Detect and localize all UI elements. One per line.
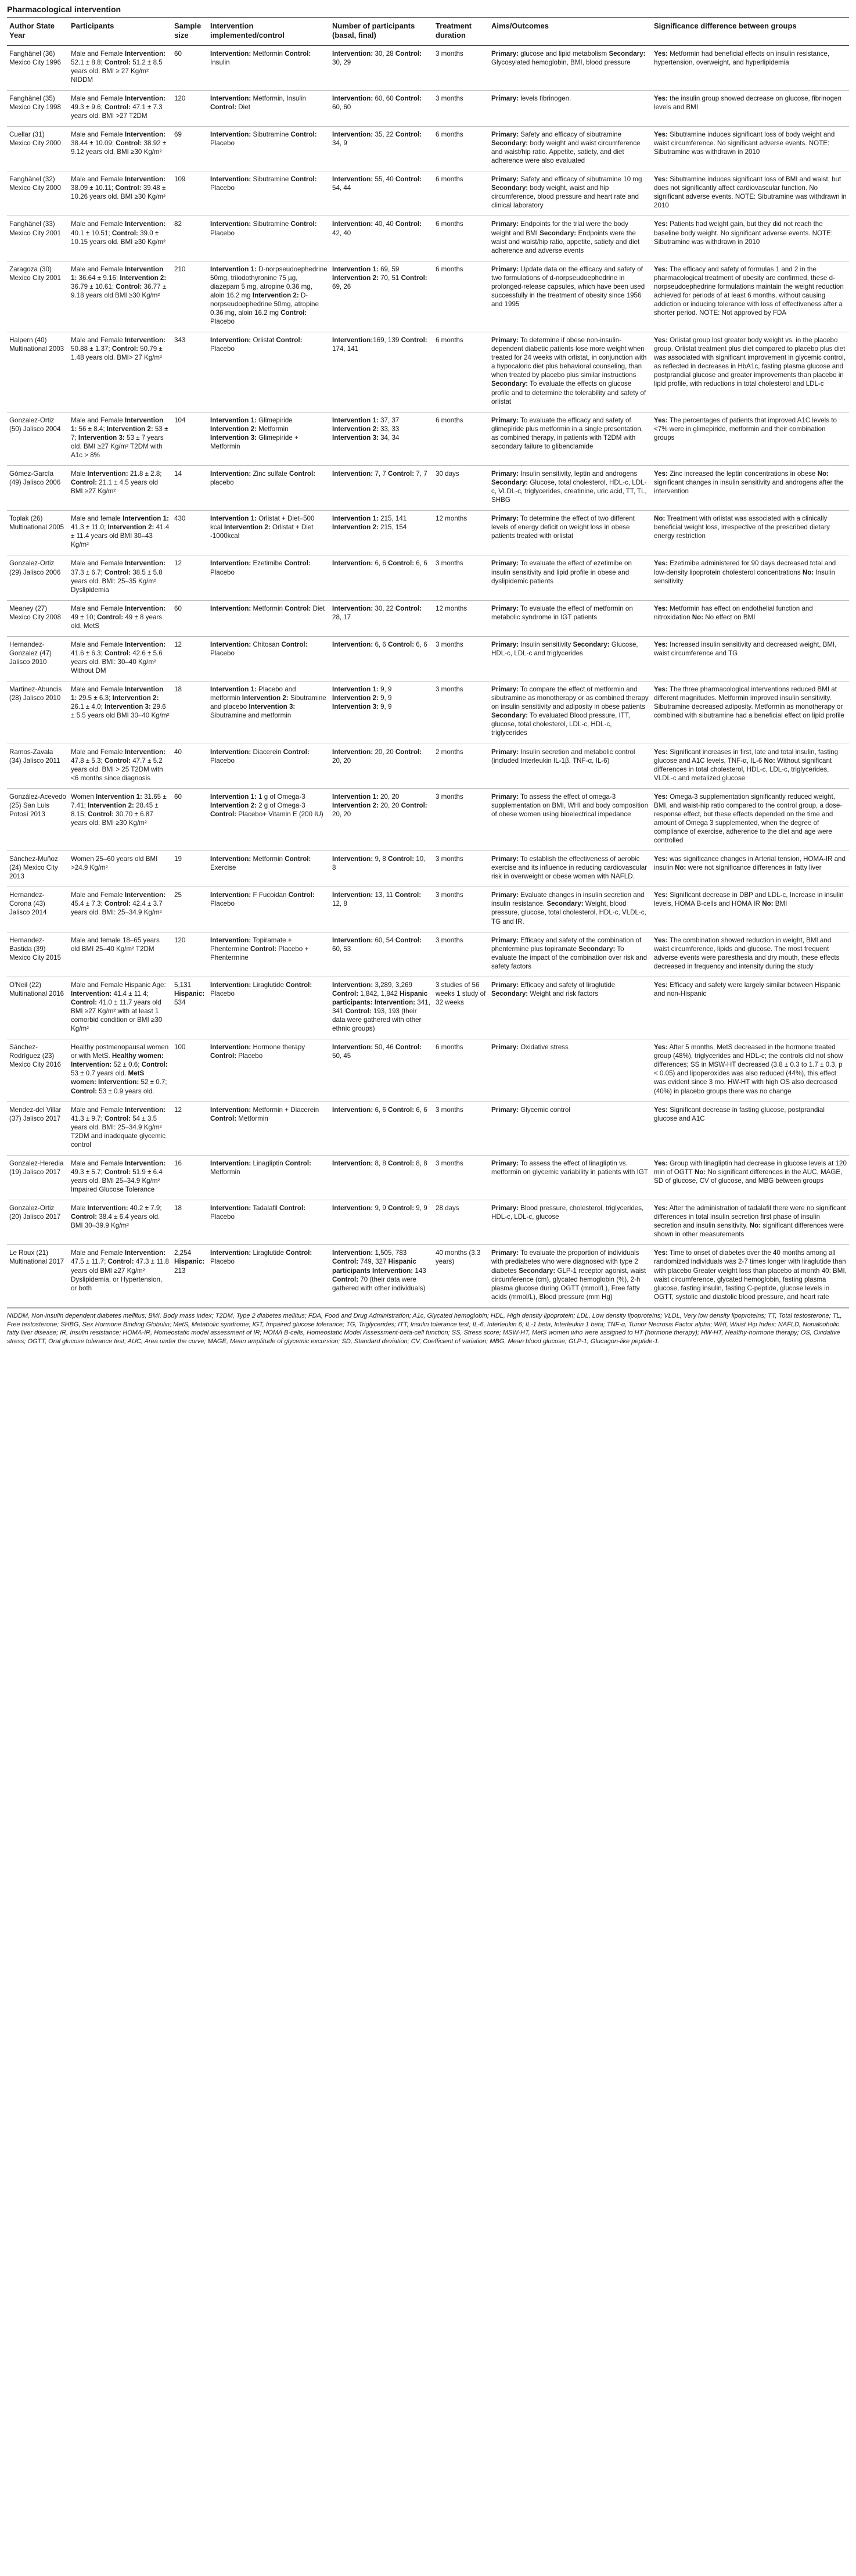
intervention-cell: Intervention: Tadalafil Control: Placebo	[208, 1200, 330, 1245]
intervention-cell: Intervention: Sibutramine Control: Placebo	[208, 216, 330, 261]
significance-cell: Yes: Time to onset of diabetes over the 40 months among all randomized individuals was 2-7 times longer with liraglutide than with placebo Greater weight loss than placebo at month 40: BMI, waist circumference, glycated hemoglobin, fasting plasma glucose, fasting insulin, fasting C-peptide, glucose levels in OGTT, systolic and diastolic blood pressure, and heart rate	[652, 1245, 849, 1307]
duration-cell: 3 months	[433, 90, 489, 126]
number-participants-cell: Intervention: 1,505, 783 Control: 749, 327 Hispanic participants Intervention: 143 Control: 70 (their data were gathered with other individuals)	[330, 1245, 433, 1307]
aims-cell: Primary: Insulin secretion and metabolic control (included Interleukin IL-1β, TNF-α, IL-6)	[489, 744, 652, 788]
header-aims-outcomes: Aims/Outcomes	[489, 18, 652, 45]
table-row	[7, 465, 849, 510]
sample-size-cell: 19	[172, 851, 208, 887]
author-cell: Hernandez-Bastida (39) Mexico City 2015	[7, 932, 69, 977]
intervention-cell: Intervention 1: Orlistat + Diet–500 kcal Intervention 2: Orlistat + Diet -1000kcal	[208, 511, 330, 555]
number-participants-cell: Intervention: 30, 28 Control: 30, 29	[330, 45, 433, 90]
participants-cell: Male and Female Intervention: 38.09 ± 10.11; Control: 39.48 ± 10.26 years old. BMI ≥30 Kg/m²	[69, 171, 172, 216]
participants-cell: Male and Female Intervention: 37.3 ± 6.7; Control: 38.5 ± 5.8 years old. BMI: 25–35 Kg/m² Dyslipidemia	[69, 555, 172, 600]
number-participants-cell: Intervention: 55, 40 Control: 54, 44	[330, 171, 433, 216]
aims-cell: Primary: To compare the effect of metformin and sibutramine as monotherapy or as combined therapy on insulin sensitivity and adiposity in obese patients Secondary: To evaluated Blood pressure, ITT, glucose, total cholesterol, LDL-c, HDL-c, triglycerides	[489, 681, 652, 744]
number-participants-cell: Intervention 1: 9, 9 Intervention 2: 9, 9 Intervention 3: 9, 9	[330, 681, 433, 744]
number-participants-cell: Intervention 1: 69, 59 Intervention 2: 70, 51 Control: 69, 26	[330, 261, 433, 332]
significance-cell: Yes: The combination showed reduction in weight, BMI and waist circumference, lipids and glucose. The most frequent adverse events were paresthesia and dry mouth, these effects decreased in frequency and intensity during the study	[652, 932, 849, 977]
sample-size-cell: 343	[172, 332, 208, 412]
sample-size-cell: 120	[172, 90, 208, 126]
duration-cell: 28 days	[433, 1200, 489, 1245]
number-participants-cell: Intervention: 9, 9 Control: 9, 9	[330, 1200, 433, 1245]
duration-cell: 3 months	[433, 1155, 489, 1200]
aims-cell: Primary: Endpoints for the trial were the body weight and BMI Secondary: Endpoints were the waist and waist/hip ratio, appetite, satiety and diet adherence and adverse events	[489, 216, 652, 261]
significance-cell: Yes: Sibutramine induces significant loss of BMI and waist, but does not significantly affect cardiovascular function. No significant adverse events. NOTE: Sibutramine was withdrawn in 2010	[652, 171, 849, 216]
duration-cell: 3 months	[433, 788, 489, 851]
author-cell: Fanghänel (36) Mexico City 1996	[7, 45, 69, 90]
significance-cell: Yes: After the administration of tadalafil there were no significant differences in total insulin secretion first phase of insulin secretion and insulin sensitivity. No: significant differences were shown in other measurements	[652, 1200, 849, 1245]
intervention-cell: Intervention: F Fucoidan Control: Placebo	[208, 887, 330, 932]
table-row	[7, 412, 849, 465]
significance-cell: Yes: Omega-3 supplementation significantly reduced weight, BMI, and waist-hip ratio compared to the control group, a dose-response effect, but these effects depended on the time and amount of Omega 3 supplemented, when the degree of compliance of exercise, adherence to the diet and age were controlled	[652, 788, 849, 851]
significance-cell: Yes: Patients had weight gain, but they did not reach the baseline body weight. No significant adverse events. NOTE: Sibutramine was withdrawn in 2010	[652, 216, 849, 261]
number-participants-cell: Intervention: 9, 8 Control: 10, 8	[330, 851, 433, 887]
author-cell: Fanghänel (35) Mexico City 1998	[7, 90, 69, 126]
duration-cell: 6 months	[433, 261, 489, 332]
number-participants-cell: Intervention: 60, 54 Control: 60, 53	[330, 932, 433, 977]
number-participants-cell: Intervention: 6, 6 Control: 6, 6	[330, 1102, 433, 1155]
significance-cell: Yes: The three pharmacological interventions reduced BMI at different magnitudes. Metformin improved insulin sensitivity. Sibutramine decreased adiposity. Metformin as monotherapy or combined with sibutramine had a beneficial effect on lipid profile	[652, 681, 849, 744]
sample-size-cell: 18	[172, 1200, 208, 1245]
significance-cell: Yes: Group with linagliptin had decrease in glucose levels at 120 min of OGTT No: No significant differences in the AUC, MAGE, SD of glucose, CV of glucose, and MBG between groups	[652, 1155, 849, 1200]
sample-size-cell: 18	[172, 681, 208, 744]
participants-cell: Male and Female Hispanic Age: Intervention: 41.4 ± 11.4; Control: 41.0 ± 11.7 years old BMI ≥27 Kg/m² with at least 1 comorbid condition or BMI ≥30 Kg/m²	[69, 977, 172, 1039]
significance-cell: Yes: the insulin group showed decrease on glucose, fibrinogen levels and BMI	[652, 90, 849, 126]
author-cell: Halpern (40) Multinational 2003	[7, 332, 69, 412]
significance-cell: Yes: Significant decrease in DBP and LDL-c, Increase in insulin levels, HOMA B-cells and HOMA IR No: BMI	[652, 887, 849, 932]
number-participants-cell: Intervention: 60, 60 Control: 60, 60	[330, 90, 433, 126]
author-cell: Fanghänel (32) Mexico City 2000	[7, 171, 69, 216]
table-row	[7, 1155, 849, 1200]
author-cell: Le Roux (21) Multinational 2017	[7, 1245, 69, 1307]
significance-cell: Yes: Metformin had beneficial effects on insulin resistance, hypertension, overweight, and hyperlipidemia	[652, 45, 849, 90]
intervention-cell: Intervention: Ezetimibe Control: Placebo	[208, 555, 330, 600]
intervention-cell: Intervention: Liraglutide Control: Placebo	[208, 1245, 330, 1307]
significance-cell: Yes: After 5 months, MetS decreased in the hormone treated group (48%), triglycerides and HDL-c; the controls did not show differences; SS in MSW-HT decreased (3.8 ± 0.3 to 1.7 ± 0.3, p < 0.05) and lipoperoxides was also reduced (44%), this effect was evident since 3 mo. HW-HT with high OS also decreased (40%) in placebo groups there was no change	[652, 1039, 849, 1102]
aims-cell: Primary: Oxidative stress	[489, 1039, 652, 1102]
sample-size-cell: 25	[172, 887, 208, 932]
aims-cell: Primary: Glycemic control	[489, 1102, 652, 1155]
participants-cell: Male and Female Intervention: 40.1 ± 10.51; Control: 39.0 ± 10.15 years old. BMI ≥30 Kg/m²	[69, 216, 172, 261]
sample-size-cell: 60	[172, 788, 208, 851]
aims-cell: Primary: Blood pressure, cholesterol, triglycerides, HDL-c, LDL-c, glucose	[489, 1200, 652, 1245]
number-participants-cell: Intervention: 6, 6 Control: 6, 6	[330, 636, 433, 681]
table-row	[7, 977, 849, 1039]
participants-cell: Male and Female Intervention: 38.44 ± 10.09; Control: 38.92 ± 9.12 years old. BMI ≥30 Kg/m²	[69, 126, 172, 171]
author-cell: Toplak (26) Multinational 2005	[7, 511, 69, 555]
table-row	[7, 216, 849, 261]
significance-cell: Yes: was significance changes in Arterial tension, HOMA-IR and insulin No: were not significance differences in fatty liver	[652, 851, 849, 887]
duration-cell: 6 months	[433, 126, 489, 171]
sample-size-cell: 210	[172, 261, 208, 332]
aims-cell: Primary: To evaluate the effect of ezetimibe on insulin sensitivity and lipid profile in obese and dyslipidemic patients	[489, 555, 652, 600]
table-row	[7, 932, 849, 977]
number-participants-cell: Intervention: 40, 40 Control: 42, 40	[330, 216, 433, 261]
participants-cell: Male and Female Intervention: 49.3 ± 9.6; Control: 47.1 ± 7.3 years old. BMI >27 T2DM	[69, 90, 172, 126]
intervention-cell: Intervention: Metformin + Diacerein Control: Metformin	[208, 1102, 330, 1155]
sample-size-cell: 60	[172, 45, 208, 90]
duration-cell: 3 months	[433, 932, 489, 977]
significance-cell: Yes: Orlistat group lost greater body weight vs. in the placebo group. Orlistat treatment plus diet compared to placebo plus diet was associated with significant improvement in glycemic control, as reflected in decreases in HbA1c, fasting plasma glucose and postprandial glucose and greater improvements than placebo in lipid profile, with reductions in total cholesterol and LDL-c	[652, 332, 849, 412]
author-cell: Sánchez-Rodríguez (23) Mexico City 2016	[7, 1039, 69, 1102]
participants-cell: Male and Female Intervention: 47.8 ± 5.3; Control: 47.7 ± 5.2 years old. BMI > 25 T2DM with <6 months since diagnosis	[69, 744, 172, 788]
table-footnote: NIDDM, Non-insulin dependent diabetes mellitus; BMI, Body mass index; T2DM, Type 2 diabetes mellitus; FDA, Food and Drug Administration; A1c, Glycated hemoglobin; HDL, High density lipoprotein; LDL, Low density lipoproteins; VLDL, Very low density lipoproteins; TT, Total testosterone; TL, Free testosterone; SHBG, Sex Hormone Binding Globulin; MetS, Metabolic syndrome; IGT, Impaired glucose tolerance; TG, Triglycerides; ITT, Insulin tolerance test; IL-6, Interleukin 6; IL-1 beta, Interleukin 1 beta; TNF-α, Tumor Necrosis Factor alpha; WHI, Waist Hip Index; NAFLD, Nonalcoholic fatty liver disease; IR, Insulin resistance; HOMA-IR, Homeostatic model assessment of IR; HOMA B-cells, Homeostatic Model Assessment-beta-cell function; SS, Stress score; MSW-HT, MetS women who were assigned to HT (hormone therapy); HW-HT, Healthy-hormone therapy; OS, Oxidative stress; OGTT, Oral glucose tolerance test; AUC, Area under the curve; MAGE, Mean amplitude of glycemic excursion; SD, Standard deviation; CV, Coefficient of variation; MBG, Mean blood glucose; GLP-1, Glucagon-like peptide-1.	[7, 1308, 849, 1346]
author-cell: Gonzalez-Ortiz (29) Jalisco 2006	[7, 555, 69, 600]
participants-cell: Healthy postmenopausal women or with MetS. Healthy women: Intervention: 52 ± 0.6; Control: 53 ± 0.7 years old. MetS women: Intervention: 52 ± 0.7; Control: 53 ± 0.9 years old.	[69, 1039, 172, 1102]
table-row	[7, 1102, 849, 1155]
significance-cell: Yes: The percentages of patients that improved A1C levels to <7% were in glimepiride, metformin and their combination groups	[652, 412, 849, 465]
aims-cell: Primary: To determine the effect of two different levels of energy deficit on weight loss in obese patients treated with orlistat	[489, 511, 652, 555]
header-number-participants: Number of participants (basal, final)	[330, 18, 433, 45]
duration-cell: 2 months	[433, 744, 489, 788]
table-row	[7, 261, 849, 332]
number-participants-cell: Intervention 1: 20, 20 Intervention 2: 20, 20 Control: 20, 20	[330, 788, 433, 851]
table-body	[7, 45, 849, 1307]
author-cell: O'Neil (22) Multinational 2016	[7, 977, 69, 1039]
intervention-cell: Intervention: Hormone therapy Control: Placebo	[208, 1039, 330, 1102]
table-row	[7, 171, 849, 216]
sample-size-cell: 40	[172, 744, 208, 788]
aims-cell: Primary: To establish the effectiveness of aerobic exercise and its influence in reducing cardiovascular risk in overweight or obese women with NAFLD.	[489, 851, 652, 887]
duration-cell: 3 studies of 56 weeks 1 study of 32 weeks	[433, 977, 489, 1039]
participants-cell: Male and Female Intervention 1: 56 ± 8.4; Intervention 2: 53 ± 7; Intervention 3: 53 ± 7 years old. BMI ≥27 Kg/m² T2DM with A1c > 8%	[69, 412, 172, 465]
number-participants-cell: Intervention: 8, 8 Control: 8, 8	[330, 1155, 433, 1200]
table-row	[7, 332, 849, 412]
duration-cell: 3 months	[433, 851, 489, 887]
author-cell: Mendez-del Villar (37) Jalisco 2017	[7, 1102, 69, 1155]
duration-cell: 30 days	[433, 465, 489, 510]
number-participants-cell: Intervention:169, 139 Control: 174, 141	[330, 332, 433, 412]
duration-cell: 3 months	[433, 45, 489, 90]
sample-size-cell: 104	[172, 412, 208, 465]
sample-size-cell: 100	[172, 1039, 208, 1102]
sample-size-cell: 2,254 Hispanic: 213	[172, 1245, 208, 1307]
significance-cell: Yes: Significant increases in first, late and total insulin, fasting glucose and A1C levels, TNF-α, IL-6 No: Without significant differences in total cholesterol, HDL-c, LDL-c, triglycerides, VLDL-c and metalized glucose	[652, 744, 849, 788]
aims-cell: Primary: To evaluate the efficacy and safety of glimepiride plus metformin in a single presentation, as combined therapy, in patients with T2DM with secondary failure to glibenclamide	[489, 412, 652, 465]
aims-cell: Primary: Update data on the efficacy and safety of two formulations of d-norpseudoephedrine in prolonged-release capsules, which have been used successfully in the treatment of obesity since 1956 and 1995	[489, 261, 652, 332]
aims-cell: Primary: Safety and efficacy of sibutramine Secondary: body weight and waist circumference and waist/hip ratio. Appetite, satiety, and diet adherence were also evaluated	[489, 126, 652, 171]
sample-size-cell: 12	[172, 555, 208, 600]
table-row	[7, 788, 849, 851]
number-participants-cell: Intervention: 50, 46 Control: 50, 45	[330, 1039, 433, 1102]
aims-cell: Primary: Insulin sensitivity, leptin and androgens Secondary: Glucose, total cholesterol, HDL-c, LDL-c, VLDL-c, triglycerides, creatinine, uric acid, TT, TL, SHBG	[489, 465, 652, 510]
sample-size-cell: 12	[172, 636, 208, 681]
aims-cell: Primary: Efficacy and safety of the combination of phentermine plus topiramate Secondary: To evaluate the impact of the combination over risk and safety factors	[489, 932, 652, 977]
header-participants: Participants	[69, 18, 172, 45]
table-row	[7, 600, 849, 636]
author-cell: Meaney (27) Mexico City 2008	[7, 600, 69, 636]
author-cell: Hernandez-Corona (43) Jalisco 2014	[7, 887, 69, 932]
author-cell: Hernandez-Gonzalez (47) Jalisco 2010	[7, 636, 69, 681]
participants-cell: Male and Female Intervention: 47.5 ± 11.7; Control: 47.3 ± 11.8 years old BMI ≥27 Kg/m² Dyslipidemia, or Hypertension, or both	[69, 1245, 172, 1307]
header-intervention: Intervention implemented/control	[208, 18, 330, 45]
significance-cell: Yes: Ezetimibe administered for 90 days decreased total and low-density lipoprotein cholesterol concentrations No: Insulin sensitivity	[652, 555, 849, 600]
table-row	[7, 555, 849, 600]
number-participants-cell: Intervention: 13, 11 Control: 12, 8	[330, 887, 433, 932]
author-cell: Gonzalez-Ortiz (50) Jalisco 2004	[7, 412, 69, 465]
number-participants-cell: Intervention: 6, 6 Control: 6, 6	[330, 555, 433, 600]
author-cell: Sánchez-Muñoz (24) Mexico City 2013	[7, 851, 69, 887]
aims-cell: Primary: Safety and efficacy of sibutramine 10 mg Secondary: body weight, waist and hip circumference, blood pressure and heart rate and clinical laboratory	[489, 171, 652, 216]
number-participants-cell: Intervention 1: 37, 37 Intervention 2: 33, 33 Intervention 3: 34, 34	[330, 412, 433, 465]
duration-cell: 6 months	[433, 216, 489, 261]
table-row	[7, 1039, 849, 1102]
participants-cell: Male and Female Intervention: 52.1 ± 8.8; Control: 51.2 ± 8.5 years old. BMI ≥ 27 Kg/m² NIDDM	[69, 45, 172, 90]
aims-cell: Primary: glucose and lipid metabolism Secondary: Glycosylated hemoglobin, BMI, blood pressure	[489, 45, 652, 90]
intervention-cell: Intervention: Metformin Control: Exercise	[208, 851, 330, 887]
intervention-cell: Intervention 1: 1 g of Omega-3 Intervention 2: 2 g of Omega-3 Control: Placebo+ Vitamin E (200 IU)	[208, 788, 330, 851]
duration-cell: 3 months	[433, 555, 489, 600]
participants-cell: Male and Female Intervention: 45.4 ± 7.3; Control: 42.4 ± 3.7 years old. BMI: 25–34.9 Kg/m²	[69, 887, 172, 932]
table-row	[7, 90, 849, 126]
intervention-cell: Intervention: Linagliptin Control: Metformin	[208, 1155, 330, 1200]
participants-cell: Male Intervention: 40.2 ± 7.9; Control: 38.4 ± 6.4 years old. BMI 30–39.9 Kg/m²	[69, 1200, 172, 1245]
intervention-cell: Intervention: Chitosan Control: Placebo	[208, 636, 330, 681]
header-treatment-duration: Treatment duration	[433, 18, 489, 45]
intervention-cell: Intervention 1: Glimepiride Intervention 2: Metformin Intervention 3: Glimepiride + Metformin	[208, 412, 330, 465]
aims-cell: Primary: To determine if obese non-insulin-dependent diabetic patients lose more weight when treated for 24 weeks with orlistat, in conjunction with a hypocaloric diet plus behavioral counseling, than when treated by placebo plus similar instructions Secondary: To evaluate the effects on glucose profile and to determine the tolerability and safety of orlistat	[489, 332, 652, 412]
participants-cell: Male and Female Intervention: 49 ± 10; Control: 49 ± 8 years old. MetS	[69, 600, 172, 636]
aims-cell: Primary: levels fibrinogen.	[489, 90, 652, 126]
author-cell: Fanghänel (33) Mexico City 2001	[7, 216, 69, 261]
intervention-cell: Intervention: Orlistat Control: Placebo	[208, 332, 330, 412]
header-significance: Significance difference between groups	[652, 18, 849, 45]
intervention-cell: Intervention 1: Placebo and metformin Intervention 2: Sibutramine and placebo Intervention 3: Sibutramine and metformin	[208, 681, 330, 744]
participants-cell: Male and female 18–65 years old BMI 25–40 Kg/m² T2DM	[69, 932, 172, 977]
table-row	[7, 511, 849, 555]
duration-cell: 6 months	[433, 1039, 489, 1102]
significance-cell: Yes: Sibutramine induces significant loss of body weight and waist circumference. No significant adverse events. NOTE: Sibutramine was withdrawn in 2010	[652, 126, 849, 171]
intervention-cell: Intervention: Zinc sulfate Control: placebo	[208, 465, 330, 510]
table-row	[7, 887, 849, 932]
sample-size-cell: 60	[172, 600, 208, 636]
header-author: Author State Year	[7, 18, 69, 45]
intervention-cell: Intervention: Sibutramine Control: Placebo	[208, 171, 330, 216]
author-cell: Martinez-Abundis (28) Jalisco 2010	[7, 681, 69, 744]
author-cell: Gonzalez-Ortiz (20) Jalisco 2017	[7, 1200, 69, 1245]
duration-cell: 3 months	[433, 887, 489, 932]
aims-cell: Primary: Efficacy and safety of liraglutide Secondary: Weight and risk factors	[489, 977, 652, 1039]
significance-cell: Yes: Significant decrease in fasting glucose, postprandial glucose and A1C	[652, 1102, 849, 1155]
participants-cell: Male and Female Intervention 1: 36.64 ± 9.16; Intervention 2: 36.79 ± 10.61; Control: 36.77 ± 9.18 years old BMI ≥30 Kg/m²	[69, 261, 172, 332]
duration-cell: 3 months	[433, 681, 489, 744]
intervention-cell: Intervention: Metformin Control: Diet	[208, 600, 330, 636]
duration-cell: 3 months	[433, 636, 489, 681]
author-cell: Gonzalez-Heredia (19) Jalisco 2017	[7, 1155, 69, 1200]
duration-cell: 6 months	[433, 171, 489, 216]
participants-cell: Male and Female Intervention: 50.88 ± 1.37; Control: 50.79 ± 1.48 years old. BMI> 27 Kg/m²	[69, 332, 172, 412]
participants-cell: Male and Female Intervention: 49.3 ± 5.7; Control: 51.9 ± 6.4 years old. BMI 25–34.9 Kg/m² Impaired Glucose Tolerance	[69, 1155, 172, 1200]
table-row	[7, 681, 849, 744]
significance-cell: No: Treatment with orlistat was associated with a clinically beneficial weight loss, irrespective of the prescribed dietary energy restriction	[652, 511, 849, 555]
significance-cell: Yes: Increased insulin sensitivity and decreased weight, BMI, waist circumference and TG	[652, 636, 849, 681]
sample-size-cell: 69	[172, 126, 208, 171]
number-participants-cell: Intervention: 3,289, 3,269 Control: 1,842, 1,842 Hispanic participants: Intervention: 341, 341 Control: 193, 193 (their data were gathered with other ethnic groups)	[330, 977, 433, 1039]
intervention-table	[7, 18, 849, 1308]
duration-cell: 3 months	[433, 1102, 489, 1155]
table-row	[7, 636, 849, 681]
duration-cell: 12 months	[433, 511, 489, 555]
sample-size-cell: 14	[172, 465, 208, 510]
author-cell: Ramos-Zavala (34) Jalisco 2011	[7, 744, 69, 788]
aims-cell: Primary: To evaluate the effect of metformin on metabolic syndrome in IGT patients	[489, 600, 652, 636]
table-row	[7, 45, 849, 90]
duration-cell: 6 months	[433, 412, 489, 465]
aims-cell: Primary: Insulin sensitivity Secondary: Glucose, HDL-c, LDL-c and triglycerides	[489, 636, 652, 681]
significance-cell: Yes: Metformin has effect on endothelial function and nitroxidation No: No effect on BMI	[652, 600, 849, 636]
sample-size-cell: 82	[172, 216, 208, 261]
participants-cell: Women Intervention 1: 31.65 ± 7.41; Intervention 2: 28.45 ± 8.15; Control: 30.70 ± 6.87 years old. BMI ≥30 Kg/m²	[69, 788, 172, 851]
aims-cell: Primary: To assess the effect of linagliptin vs. metformin on glycemic variability in patients with IGT	[489, 1155, 652, 1200]
aims-cell: Primary: To assess the effect of omega-3 supplementation on BMI, WHI and body composition of obese women using bioelectrical impedance	[489, 788, 652, 851]
author-cell: González-Acevedo (25) San Luis Potosí 2013	[7, 788, 69, 851]
sample-size-cell: 16	[172, 1155, 208, 1200]
participants-cell: Male and Female Intervention 1: 29.5 ± 6.3; Intervention 2: 26.1 ± 4.0; Intervention 3: 29.6 ± 5.5 years old BMI 30–40 Kg/m²	[69, 681, 172, 744]
sample-size-cell: 5,131 Hispanic: 534	[172, 977, 208, 1039]
participants-cell: Male and Female Intervention: 41.3 ± 9.7; Control: 54 ± 3.5 years old. BMI: 25–34.9 Kg/m² T2DM and inadequate glycemic control	[69, 1102, 172, 1155]
intervention-cell: Intervention: Sibutramine Control: Placebo	[208, 126, 330, 171]
duration-cell: 40 months (3.3 years)	[433, 1245, 489, 1307]
table-row	[7, 851, 849, 887]
table-row	[7, 126, 849, 171]
duration-cell: 6 months	[433, 332, 489, 412]
number-participants-cell: Intervention: 30, 22 Control: 28, 17	[330, 600, 433, 636]
sample-size-cell: 430	[172, 511, 208, 555]
sample-size-cell: 12	[172, 1102, 208, 1155]
participants-cell: Male and female Intervention 1: 41.3 ± 11.0; Intervention 2: 41.4 ± 11.4 years old BMI 30–43 Kg/m²	[69, 511, 172, 555]
participants-cell: Male and Female Intervention: 41.6 ± 6.3; Control: 42.6 ± 5.6 years old. BMI: 30–40 Kg/m² Without DM	[69, 636, 172, 681]
significance-cell: Yes: The efficacy and safety of formulas 1 and 2 in the pharmacological treatment of obesity are confirmed, these d-norpseudoephedrine formulations maintain the weight reduction achieved for periods of at least 6 months, without causing addiction or inducing tolerance with loss of effectiveness after a shorter period. NOTE: Not approved by FDA	[652, 261, 849, 332]
participants-cell: Women 25–60 years old BMI >24.9 Kg/m²	[69, 851, 172, 887]
table-row	[7, 1245, 849, 1307]
sample-size-cell: 109	[172, 171, 208, 216]
participants-cell: Male Intervention: 21.8 ± 2.8; Control: 21.1 ± 4.5 years old BMI ≥27 Kg/m²	[69, 465, 172, 510]
author-cell: Gómez-García (49) Jalisco 2006	[7, 465, 69, 510]
intervention-cell: Intervention: Metformin Control: Insulin	[208, 45, 330, 90]
intervention-cell: Intervention: Metformin, Insulin Control: Diet	[208, 90, 330, 126]
significance-cell: Yes: Efficacy and safety were largely similar between Hispanic and non-Hispanic	[652, 977, 849, 1039]
number-participants-cell: Intervention: 35, 22 Control: 34, 9	[330, 126, 433, 171]
table-caption: Pharmacological intervention	[7, 0, 849, 18]
sample-size-cell: 120	[172, 932, 208, 977]
table-header-row	[7, 18, 849, 45]
intervention-cell: Intervention: Diacerein Control: Placebo	[208, 744, 330, 788]
intervention-cell: Intervention: Liraglutide Control: Placebo	[208, 977, 330, 1039]
duration-cell: 12 months	[433, 600, 489, 636]
header-sample-size: Sample size	[172, 18, 208, 45]
number-participants-cell: Intervention: 7, 7 Control: 7, 7	[330, 465, 433, 510]
intervention-cell: Intervention 1: D-norpseudoephedrine 50mg, triiodothyronine 75 µg, diazepam 5 mg, atropine 0.36 mg, aloin 16.2 mg Intervention 2: D-norpseudoephedrine 50mg, atropine 0.36 mg, aloin 16.2 mg Control: Placebo	[208, 261, 330, 332]
table-row	[7, 1200, 849, 1245]
number-participants-cell: Intervention 1: 215, 141 Intervention 2: 215, 154	[330, 511, 433, 555]
table-row	[7, 744, 849, 788]
intervention-cell: Intervention: Topiramate + Phentermine Control: Placebo + Phentermine	[208, 932, 330, 977]
number-participants-cell: Intervention: 20, 20 Control: 20, 20	[330, 744, 433, 788]
significance-cell: Yes: Zinc increased the leptin concentrations in obese No: significant changes in insulin sensitivity and androgens after the intervention	[652, 465, 849, 510]
author-cell: Cuellar (31) Mexico City 2000	[7, 126, 69, 171]
aims-cell: Primary: To evaluate the proportion of individuals with prediabetes who were diagnosed with type 2 diabetes Secondary: GLP-1 receptor agonist, waist circumference (cm), glycated hemoglobin (%), 2-h plasma glucose during OGTT (mmol/L), Free fatty acids (mmol/L), Blood pressure (mm Hg)	[489, 1245, 652, 1307]
aims-cell: Primary: Evaluate changes in insulin secretion and insulin resistance. Secondary: Weight, blood pressure, glucose, total cholesterol, HDL-c, VLDL-c, TG and IR.	[489, 887, 652, 932]
author-cell: Zaragoza (30) Mexico City 2001	[7, 261, 69, 332]
